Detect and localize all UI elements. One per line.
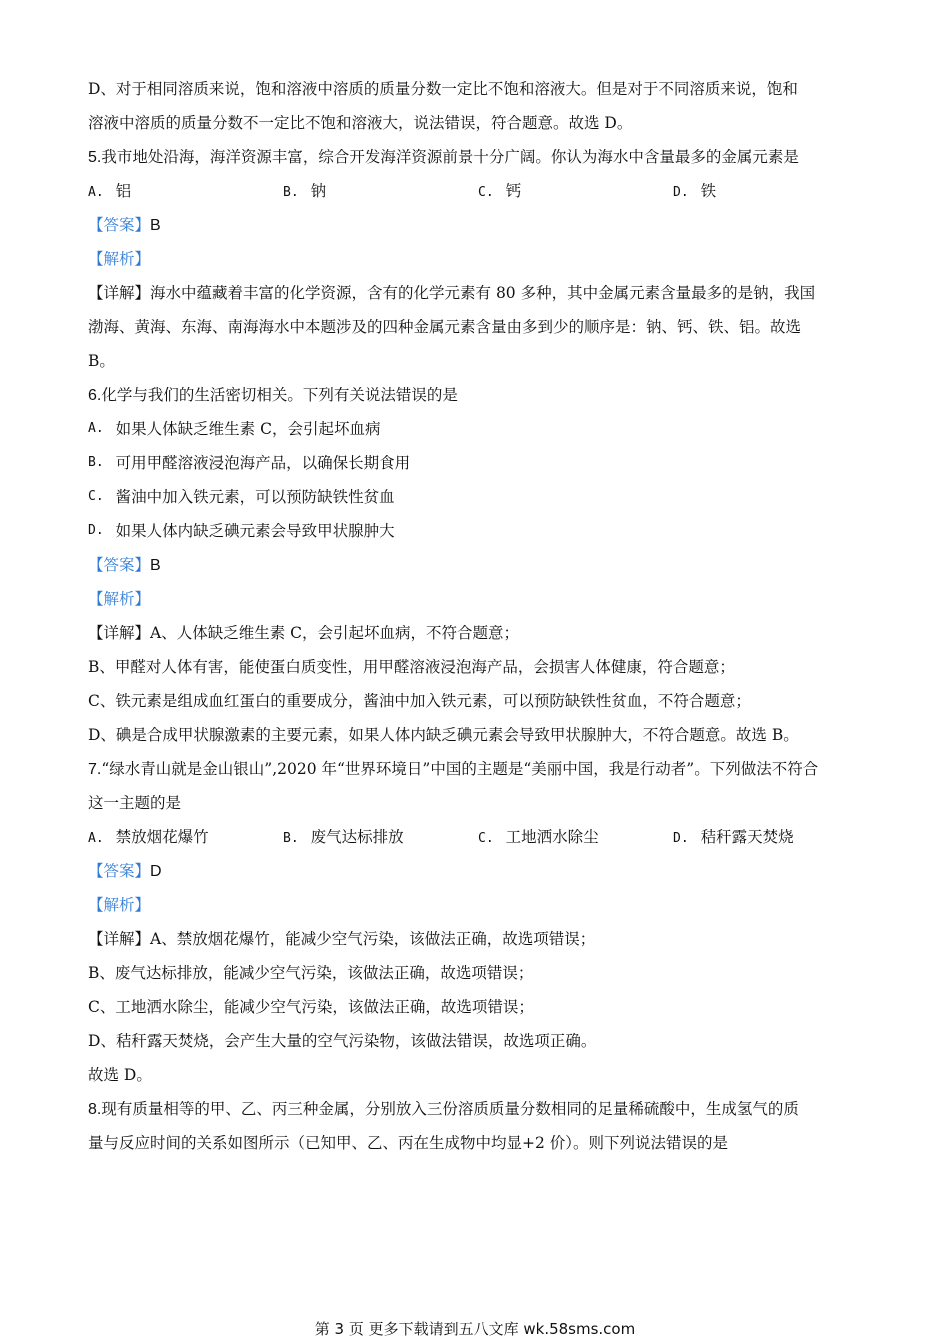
question-5-option-b: B. 钠 <box>283 182 327 200</box>
page-footer: 第 3 页 更多下载请到五八文库 wk.58sms.com <box>314 1320 636 1338</box>
question-8-stem-1: 8.现有质量相等的甲、乙、丙三种金属，分别放入三份溶质质量分数相同的足量稀硫酸中，生成氢气的质 <box>88 1100 799 1118</box>
question-6-stem: 6.化学与我们的生活密切相关。下列有关说法错误的是 <box>88 386 458 404</box>
question-6-option-b: B. 可用甲醛溶液浸泡海产品，以确保长期食用 <box>88 454 411 472</box>
question-5-detail-2: 渤海、黄海、东海、南海海水中本题涉及的四种金属元素含量由多到少的顺序是：钠、钙、铁、铝。故选 <box>88 318 802 336</box>
question-6-option-d: D. 如果人体内缺乏碘元素会导致甲状腺肿大 <box>88 522 395 540</box>
question-5-analysis-tag: 【解析】 <box>88 250 151 268</box>
question-7-analysis-tag: 【解析】 <box>88 896 151 914</box>
question-6-option-a: A. 如果人体缺乏维生素 C，会引起坏血病 <box>88 420 381 438</box>
question-7-stem-2: 这一主题的是 <box>88 794 182 812</box>
question-7-answer: 【答案】D <box>88 862 162 880</box>
question-5-detail-3: B。 <box>88 352 115 370</box>
question-7-option-c: C. 工地洒水除尘 <box>478 828 599 846</box>
question-7-detail-4: D、秸秆露天焚烧，会产生大量的空气污染物，该做法错误，故选项正确。 <box>88 1032 597 1050</box>
question-8-stem-2: 量与反应时间的关系如图所示（已知甲、乙、丙在生成物中均显+2 价）。则下列说法错误的是 <box>88 1134 729 1152</box>
question-7-option-b: B. 废气达标排放 <box>283 828 404 846</box>
question-7-detail-2: B、废气达标排放，能减少空气污染，该做法正确，故选项错误； <box>88 964 534 982</box>
page-content <box>88 72 868 1160</box>
question-7-detail-1: 【详解】A、禁放烟花爆竹，能减少空气污染，该做法正确，故选项错误； <box>88 930 596 948</box>
question-5-answer: 【答案】B <box>88 216 161 234</box>
question-6-answer: 【答案】B <box>88 556 161 574</box>
question-6-detail-2: B、甲醛对人体有害，能使蛋白质变性，用甲醛溶液浸泡海产品，会损害人体健康，符合题意； <box>88 658 735 676</box>
question-7-options <box>88 820 868 854</box>
question-5-option-a: A. 铝 <box>88 182 132 200</box>
question-7-stem-1: 7.“绿水青山就是金山银山”,2020 年“世界环境日”中国的主题是“美丽中国，我是行动者”。下列做法不符合 <box>88 760 819 778</box>
question-5-option-d: D. 铁 <box>673 182 717 200</box>
question-6-detail-3: C、铁元素是组成血红蛋白的重要成分，酱油中加入铁元素，可以预防缺铁性贫血，不符合题意； <box>88 692 751 710</box>
question-5-detail-1: 【详解】海水中蕴藏着丰富的化学资源，含有的化学元素有 80 多种，其中金属元素含量最多的是钠，我国 <box>88 284 816 302</box>
question-7-option-a: A. 禁放烟花爆竹 <box>88 828 209 846</box>
question-6-option-c: C. 酱油中加入铁元素，可以预防缺铁性贫血 <box>88 488 395 506</box>
question-6-analysis-tag: 【解析】 <box>88 590 151 608</box>
question-5-option-c: C. 钙 <box>478 182 522 200</box>
prev-answer-line-1: D、对于相同溶质来说，饱和溶液中溶质的质量分数一定比不饱和溶液大。但是对于不同溶质来说，饱和 <box>88 80 798 98</box>
question-7-detail-5: 故选 D。 <box>88 1066 152 1084</box>
prev-answer-line-2: 溶液中溶质的质量分数不一定比不饱和溶液大，说法错误，符合题意。故选 D。 <box>88 114 633 132</box>
question-5-options <box>88 174 868 208</box>
question-7-option-d: D. 秸秆露天焚烧 <box>673 828 794 846</box>
question-5-stem: 5.我市地处沿海，海洋资源丰富，综合开发海洋资源前景十分广阔。你认为海水中含量最多的金属元素是 <box>88 148 799 166</box>
question-6-detail-1: 【详解】A、人体缺乏维生素 C，会引起坏血病，不符合题意； <box>88 624 519 642</box>
question-6-detail-4: D、碘是合成甲状腺激素的主要元素，如果人体内缺乏碘元素会导致甲状腺肿大，不符合题意。故选 B。 <box>88 726 799 744</box>
question-7-detail-3: C、工地洒水除尘，能减少空气污染，该做法正确，故选项错误； <box>88 998 534 1016</box>
